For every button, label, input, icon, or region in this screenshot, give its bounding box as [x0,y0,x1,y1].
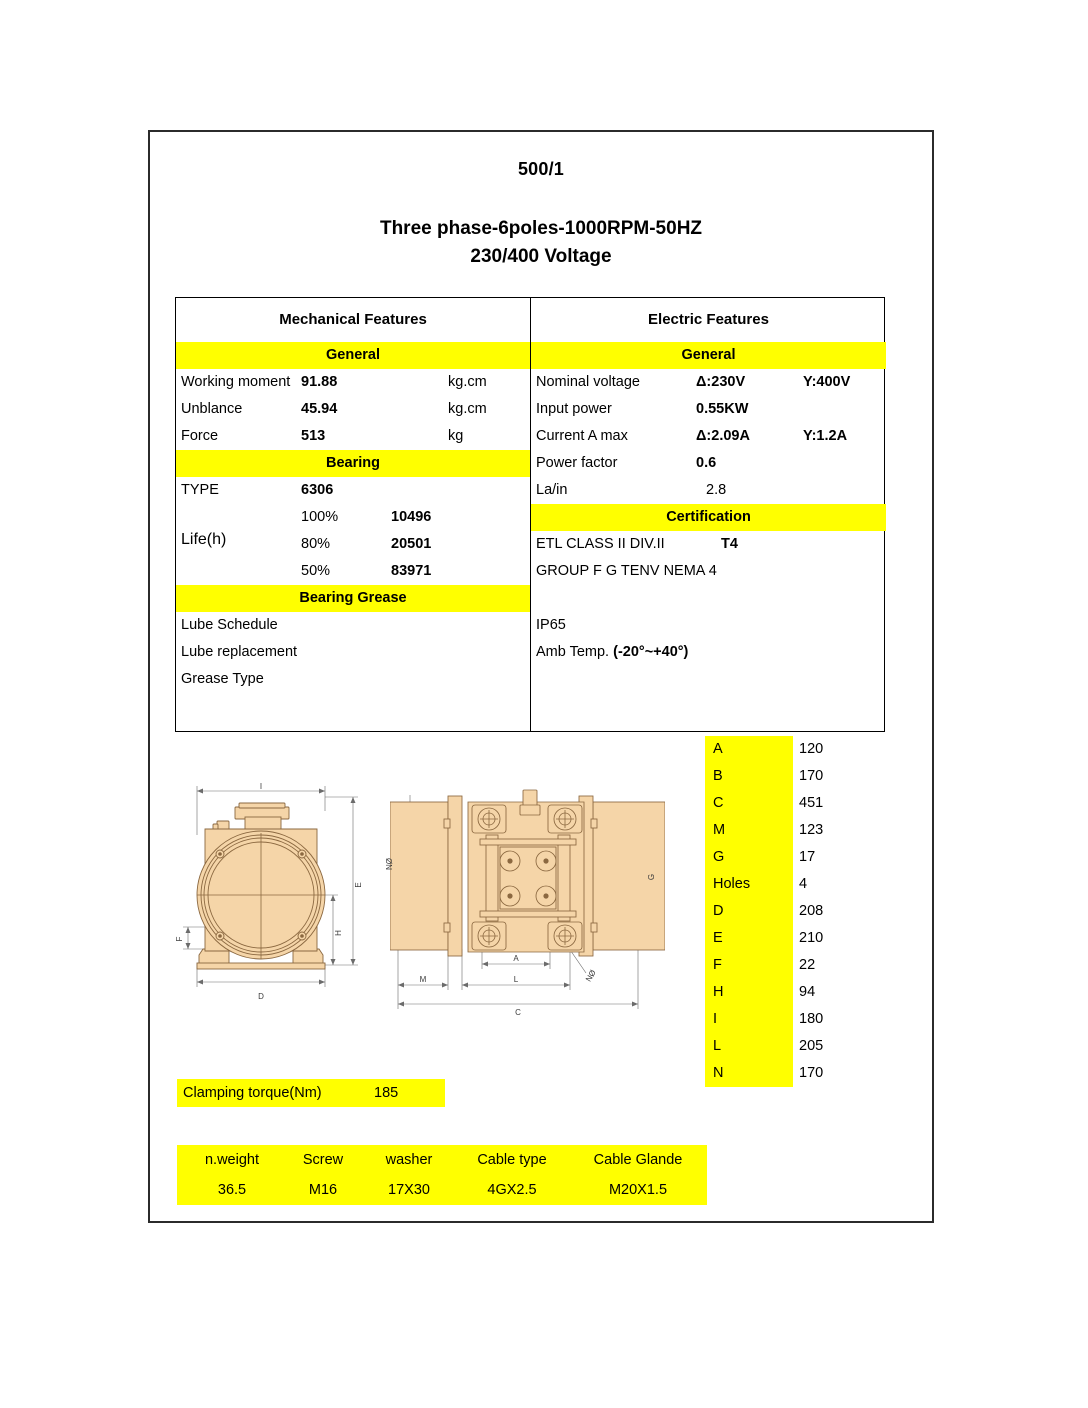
mechanical-general-band: General [176,342,530,369]
dimension-row [705,979,885,1006]
front-dim-label-H: H [334,930,343,936]
dimension-value: 22 [799,957,816,973]
dimension-key: B [705,763,793,790]
table-row [531,612,886,639]
certification-band: Certification [531,504,886,531]
front-dim-label-F: F [175,936,184,942]
dimension-key: H [705,979,793,1006]
row-value: Δ:230V [696,374,746,390]
row-value-secondary: Y:1.2A [803,428,848,444]
dimension-key: Holes [705,871,793,898]
dimension-key: M [705,817,793,844]
top-dim-label-A: A [513,954,519,963]
dimension-row [705,898,885,925]
mechanical-rows [176,342,530,693]
column-header: Cable type [477,1152,547,1168]
bearing-type-value: 6306 [301,482,334,498]
table-row [531,639,886,666]
table-row [176,396,530,423]
clamping-torque-value: 185 [374,1085,399,1101]
front-dim-label-I: I [259,782,263,791]
cell-value: M16 [308,1182,338,1198]
spec-line-1: Three phase-6poles-1000RPM-50HZ [379,218,703,239]
column-header: Screw [302,1152,344,1168]
hardware-spec-table [177,1145,707,1205]
top-dim-label-L: L [513,975,519,984]
front-dim-label-D: D [258,992,264,1001]
row-value: 0.6 [696,455,717,471]
row-value: 0.55KW [696,401,749,417]
dimension-value: 123 [799,822,824,838]
column-header: Cable Glande [593,1152,683,1168]
dimension-row [705,817,885,844]
table-row [531,477,886,504]
top-view-bore-label [382,822,402,902]
hardware-value-row [177,1175,707,1205]
motor-top-view-drawing [390,777,665,1017]
dimension-key: A [705,736,793,763]
electric-rows [531,342,886,666]
table-row [176,531,530,558]
life-percent: 80% [301,536,331,552]
table-row [176,477,530,504]
table-row [176,423,530,450]
life-percent: 50% [301,563,331,579]
amb-temp-range: (-20°~+40°) [613,644,689,660]
dimension-row [705,844,885,871]
dimension-row [705,1060,885,1087]
table-row [531,396,886,423]
row-label: Power factor [536,455,618,471]
dimension-value: 17 [799,849,816,865]
dimension-value: 4 [799,876,808,892]
lain-value: 2.8 [706,482,727,498]
front-dim-label-E: E [354,882,363,888]
row-unit: kg.cm [448,401,487,417]
table-row [176,558,530,585]
page-title-model: 500/1 [517,159,565,179]
amb-temp-text: Amb Temp. [536,644,610,660]
life-hours-label: Life(h) [181,531,227,548]
top-dim-label-N-diameter: NØ [583,968,598,984]
spec-line-2: 230/400 Voltage [470,246,612,267]
row-unit: kg.cm [448,374,487,390]
row-label: Input power [536,401,612,417]
row-value: Δ:2.09A [696,428,750,444]
table-row [531,369,886,396]
electric-general-band: General [531,342,886,369]
dimension-value: 170 [799,768,824,784]
row-value: 91.88 [301,374,338,390]
dimension-row [705,871,885,898]
table-row [176,369,530,396]
cell-value: 17X30 [388,1182,430,1198]
cert-class-label: ETL CLASS II DIV.II [536,536,665,552]
dimension-value: 451 [799,795,824,811]
dimension-value: 180 [799,1011,824,1027]
dimension-row [705,952,885,979]
life-percent: 100% [301,509,339,525]
life-hours: 20501 [391,536,432,552]
mechanical-header: Mechanical Features [279,311,427,328]
top-dim-label-M: M [419,975,427,984]
table-row [176,612,530,639]
motor-front-view-drawing [175,777,390,1017]
electric-header: Electric Features [648,311,769,328]
dimension-key: E [705,925,793,952]
dimension-row [705,925,885,952]
features-table [175,297,885,732]
dimension-row [705,1006,885,1033]
life-hours: 10496 [391,509,432,525]
hardware-header-row [177,1145,707,1175]
row-label: Lube Schedule [181,617,278,633]
dimension-value: 205 [799,1038,824,1054]
cell-value: 4GX2.5 [487,1182,537,1198]
table-row [176,666,530,693]
table-row [531,423,886,450]
mechanical-features-column [176,298,531,731]
dimension-value: 120 [799,741,824,757]
clamping-torque-label: Clamping torque(Nm) [183,1085,322,1101]
row-label: Unblance [181,401,243,417]
dimension-key: N [705,1060,793,1087]
row-unit: kg [448,428,464,444]
dimension-value: 94 [799,984,816,1000]
dimension-key: C [705,790,793,817]
dimensions-table [705,736,885,1087]
column-header: washer [385,1152,433,1168]
dimension-row [705,736,885,763]
row-label: Force [181,428,219,444]
dimension-row [705,790,885,817]
dimension-row [705,763,885,790]
dimension-key: D [705,898,793,925]
dimension-value: 210 [799,930,824,946]
row-label: Working moment [181,374,291,390]
dimension-key: G [705,844,793,871]
dimension-value: 208 [799,903,824,919]
row-value: 45.94 [301,401,338,417]
ip-rating: IP65 [536,617,566,633]
dimension-row [705,1033,885,1060]
cell-value: M20X1.5 [608,1182,668,1198]
row-label: Grease Type [181,671,264,687]
bearing-band: Bearing [176,450,530,477]
top-dim-label-C: C [515,1008,521,1017]
table-row [531,450,886,477]
document-frame [148,130,934,1223]
row-label: Lube replacement [181,644,298,660]
life-hours: 83971 [391,563,432,579]
bearing-type-label: TYPE [181,482,219,498]
bore-diameter-label: NØ [385,858,394,870]
clamping-torque-table [177,1079,445,1107]
dimension-value: 170 [799,1065,824,1081]
row-value: 513 [301,428,326,444]
cell-value: 36.5 [217,1182,247,1198]
top-dim-label-G: G [647,873,656,881]
row-label: Current A max [536,428,628,444]
row-value-secondary: Y:400V [803,374,851,390]
table-row [531,558,886,585]
cert-temp-class: T4 [721,536,738,552]
table-row [531,531,886,558]
page-title-spec [150,215,932,271]
column-header: n.weight [204,1152,259,1168]
dimension-key: L [705,1033,793,1060]
cert-group-label: GROUP F G TENV NEMA 4 [536,563,717,579]
table-row [176,504,530,531]
dimension-key: I [705,1006,793,1033]
dimension-key: F [705,952,793,979]
row-label: Nominal voltage [536,374,640,390]
table-row [176,639,530,666]
bearing-grease-band: Bearing Grease [176,585,530,612]
electric-features-column [531,298,886,731]
lain-label: La/in [536,482,568,498]
amb-temp-label [536,639,688,666]
table-row-spacer [531,585,886,612]
